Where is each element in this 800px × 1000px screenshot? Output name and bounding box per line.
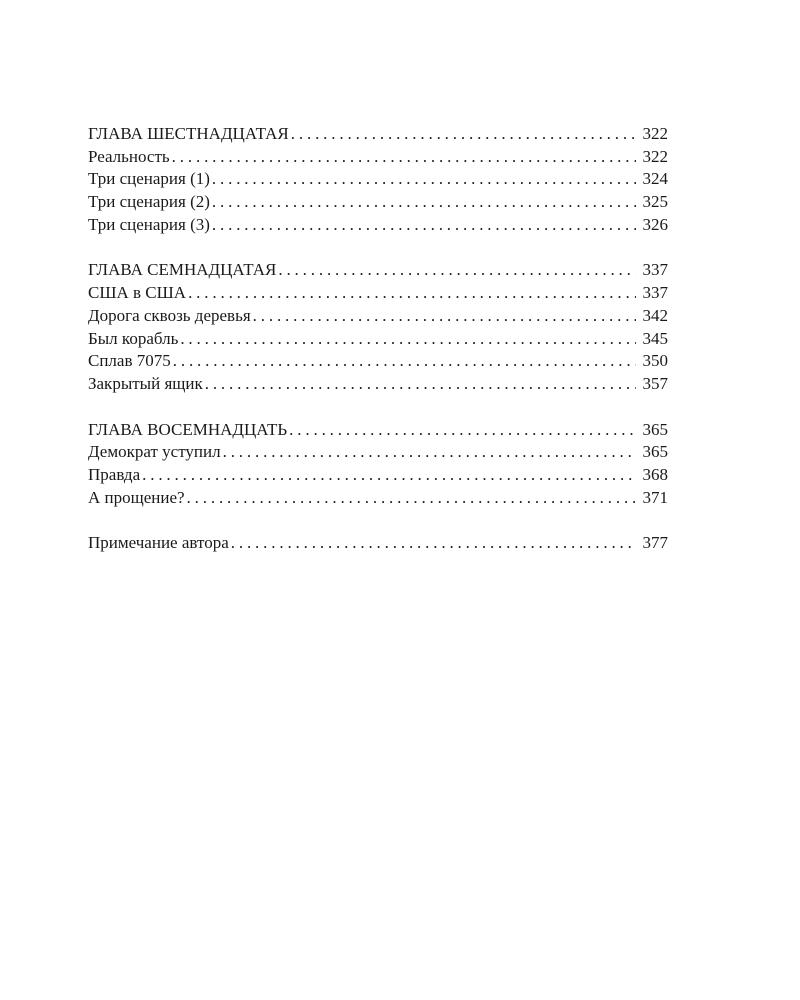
dot-leader <box>278 259 636 282</box>
dot-leader <box>212 168 636 191</box>
toc-entry-page: 357 <box>642 373 668 393</box>
toc-entry <box>88 282 668 305</box>
toc-entry-title: Демократ уступил <box>88 442 221 462</box>
toc-entry-page: 345 <box>642 328 668 348</box>
table-of-contents <box>88 123 668 578</box>
dot-leader <box>253 305 636 328</box>
toc-entry-page: 325 <box>642 192 668 212</box>
toc-entry-page: 326 <box>642 214 668 234</box>
toc-entry-title: Дорога сквозь деревья <box>88 305 251 325</box>
toc-entry-title: Был корабль <box>88 328 179 348</box>
toc-entry-title: ГЛАВА ШЕСТНАДЦАТАЯ <box>88 124 289 143</box>
toc-entry-page: 322 <box>642 124 668 143</box>
dot-leader <box>291 123 636 146</box>
toc-entry-title: Три сценария (3) <box>88 214 210 234</box>
toc-entry <box>88 464 668 487</box>
toc-entry-page: 324 <box>642 169 668 189</box>
toc-entry <box>88 146 668 169</box>
toc-entry-title: А прощение? <box>88 487 185 507</box>
toc-entry <box>88 328 668 351</box>
toc-entry <box>88 532 668 555</box>
dot-leader <box>187 487 636 510</box>
dot-leader <box>231 532 636 555</box>
toc-entry-title: Реальность <box>88 146 170 166</box>
toc-entry <box>88 441 668 464</box>
dot-leader <box>172 146 636 169</box>
dot-leader <box>173 350 636 373</box>
toc-entry <box>88 214 668 237</box>
dot-leader <box>289 419 636 442</box>
toc-entry-page: 350 <box>642 351 668 371</box>
toc-entry-title: ГЛАВА СЕМНАДЦАТАЯ <box>88 260 277 280</box>
toc-entry-page: 371 <box>642 487 668 507</box>
toc-entry <box>88 350 668 373</box>
toc-entry-title: США в США <box>88 283 187 303</box>
toc-entry-title: Сплав 7075 <box>88 351 171 371</box>
toc-section-chapter-17 <box>88 259 668 395</box>
toc-entry <box>88 123 668 146</box>
toc-entry-title: Примечание автора <box>88 533 229 553</box>
toc-section-chapter-16 <box>88 123 668 236</box>
dot-leader <box>212 191 636 214</box>
toc-entry <box>88 487 668 510</box>
toc-entry-title: ГЛАВА ВОСЕМНАДЦАТЬ <box>88 419 288 439</box>
dot-leader <box>223 441 636 464</box>
toc-entry <box>88 419 668 442</box>
toc-entry-page: 337 <box>642 260 668 280</box>
dot-leader <box>205 373 636 396</box>
toc-entry <box>88 168 668 191</box>
toc-section-author-note <box>88 532 668 555</box>
toc-entry-page: 342 <box>642 305 668 325</box>
toc-entry <box>88 373 668 396</box>
toc-entry-page: 377 <box>642 533 668 553</box>
toc-entry-title: Закрытый ящик <box>88 373 203 393</box>
toc-section-chapter-18 <box>88 419 668 510</box>
dot-leader <box>142 464 636 487</box>
toc-entry-page: 337 <box>642 283 668 303</box>
toc-entry-title: Три сценария (1) <box>88 169 210 189</box>
toc-entry-page: 365 <box>642 419 668 439</box>
toc-entry <box>88 305 668 328</box>
toc-entry-title: Три сценария (2) <box>88 192 210 212</box>
toc-entry-page: 322 <box>642 146 668 166</box>
toc-entry-title: Правда <box>88 464 141 484</box>
toc-entry <box>88 191 668 214</box>
toc-entry-page: 365 <box>642 442 668 462</box>
toc-entry <box>88 259 668 282</box>
dot-leader <box>180 328 636 351</box>
dot-leader <box>212 214 636 237</box>
toc-entry-page: 368 <box>642 464 668 484</box>
dot-leader <box>188 282 636 305</box>
